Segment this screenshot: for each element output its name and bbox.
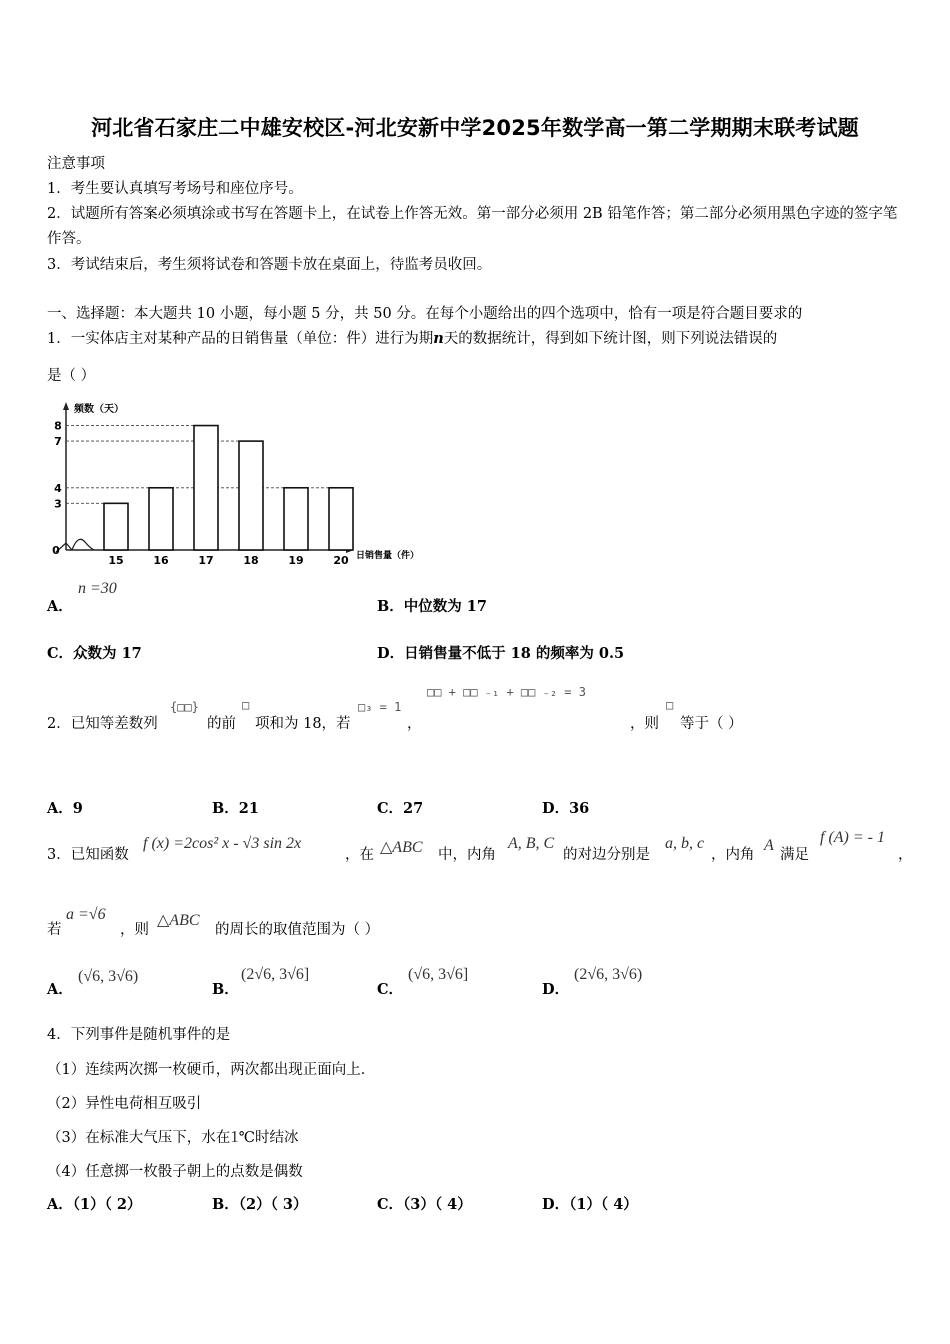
y-tick-label: 4	[54, 481, 62, 495]
bar-20	[329, 488, 353, 550]
question-1	[47, 327, 777, 348]
list-item: （2）异性电荷相互吸引	[47, 1096, 202, 1112]
option-d[interactable]: D．36	[542, 800, 590, 817]
option-c[interactable]: C．（3）（ 4）	[377, 1196, 472, 1213]
bar-16	[149, 488, 173, 550]
list-item: （4）任意掷一枚骰子朝上的点数是偶数	[47, 1164, 303, 1180]
x-tick-label: 19	[288, 554, 304, 567]
notice-item-1: 1．考生要认真填写考场号和座位序号。	[47, 181, 303, 197]
question-text: 已知函数	[70, 847, 129, 863]
option-c-math: (√6, 3√6]	[408, 966, 469, 983]
question-text: 项和为 18，若	[255, 716, 351, 732]
question-4	[47, 1023, 230, 1044]
y-axis-label: 频数（天）	[74, 404, 124, 415]
question-number: 4．	[47, 1027, 71, 1043]
option-a-math: (√6, 3√6)	[78, 968, 139, 985]
question-number: 3．	[47, 847, 71, 863]
triangle-abc: △ABC	[380, 839, 423, 856]
question-text: 已知等差数列	[70, 716, 158, 732]
sequence-symbol: {□□}	[170, 700, 199, 714]
angles: A, B, C	[508, 835, 555, 852]
question-text: 中，内角	[438, 847, 496, 863]
option-d-math: (2√6, 3√6)	[574, 966, 643, 983]
y-axis-arrow	[63, 402, 69, 410]
bar-19	[284, 488, 308, 550]
page-title: 河北省石家庄二中雄安校区-河北安新中学2025年数学高一第二学期期末联考试题	[91, 116, 859, 140]
question-text: 天的数据统计，得到如下统计图，则下列说法错误的	[443, 331, 778, 347]
option-a-math: n =30	[78, 580, 117, 597]
angle-a: A	[764, 837, 774, 854]
missing-symbol: □	[242, 698, 250, 712]
option-b[interactable]: B．21	[212, 800, 259, 817]
option-a[interactable]: A．	[47, 981, 73, 998]
function-expression: f (x) =2cos² x - √3 sin 2x	[143, 835, 302, 852]
comma: ，	[898, 847, 913, 863]
condition-a3: □₃ = 1	[358, 700, 402, 714]
option-c[interactable]: C．众数为 17	[47, 645, 142, 662]
x-tick-label: 16	[153, 554, 169, 567]
bar-17	[194, 426, 218, 550]
question-2	[47, 712, 158, 733]
y-tick-label: 8	[54, 419, 62, 433]
question-text: ，在	[345, 847, 374, 863]
comma: ，	[407, 716, 422, 732]
list-item-text: （3）在标准大气压下，水在	[47, 1130, 231, 1146]
y-tick-label: 7	[54, 435, 62, 449]
option-b-math: (2√6, 3√6]	[241, 966, 310, 983]
option-b[interactable]: B．中位数为 17	[377, 598, 487, 615]
question-text: ，则	[120, 922, 149, 938]
x-axis-label: 日销售量（件）	[356, 551, 420, 561]
notice-item-2: 2．试题所有答案必须填涂或书写在答题卡上，在试卷上作答无效。第一部分必须用 2B 铅笔作答；第二部分必须用黑色字迹的签字笔作答。	[47, 206, 898, 247]
question-text: 一实体店主对某种产品的日销售量（单位：件）进行为期	[70, 331, 434, 347]
y-tick-label: 3	[54, 497, 62, 511]
axis-break-curve	[72, 539, 94, 550]
frequency-bar-chart	[50, 398, 430, 568]
question-text: 的对边分别是	[563, 847, 650, 863]
question-text: ，则	[630, 716, 659, 732]
notice-heading: 注意事项	[47, 156, 105, 172]
sides: a, b, c	[665, 835, 705, 852]
option-a[interactable]: A．（1）（ 2）	[47, 1196, 142, 1213]
bar-15	[104, 503, 128, 550]
side-a-value: a =√6	[66, 906, 106, 923]
math-var-n: n	[433, 330, 444, 347]
option-d[interactable]: D．日销售量不低于 18 的频率为 0.5	[377, 645, 625, 662]
option-a[interactable]: A．9	[47, 800, 83, 817]
list-item-text: ℃时结冰	[238, 1130, 299, 1146]
option-c[interactable]: C．27	[377, 800, 424, 817]
bar-18	[239, 441, 263, 550]
question-3	[47, 843, 129, 864]
question-number: 1．	[47, 331, 71, 347]
x-tick-label: 17	[198, 554, 214, 567]
option-b[interactable]: B．	[212, 981, 239, 998]
question-text: 下列事件是随机事件的是	[70, 1027, 231, 1043]
question-text: 的前	[207, 716, 236, 732]
question-text: 若	[47, 922, 62, 938]
option-b[interactable]: B．（2）（ 3）	[212, 1196, 308, 1213]
option-d[interactable]: D．（1）（ 4）	[542, 1196, 638, 1213]
option-a-label: A．	[47, 598, 73, 615]
option-c[interactable]: C．	[377, 981, 404, 998]
condition-sum: □□ + □□ ₋₁ + □□ ₋₂ = 3	[427, 685, 586, 699]
question-1-line2: 是（ ）	[47, 368, 96, 384]
x-tick-label: 18	[243, 554, 259, 567]
condition-fa: f (A) = - 1	[820, 829, 885, 846]
missing-symbol: □	[666, 698, 674, 712]
x-tick-label: 15	[108, 554, 124, 567]
question-text: 满足	[780, 847, 809, 863]
list-item: （1）连续两次掷一枚硬币，两次都出现正面向上．	[47, 1062, 376, 1078]
notice-item-3: 3．考试结束后，考生须将试卷和答题卡放在桌面上，待监考员收回。	[47, 257, 492, 273]
y-tick-label: 0	[52, 544, 60, 557]
section-heading: 一、选择题：本大题共 10 小题，每小题 5 分，共 50 分。在每个小题给出的四个选项中，恰有一项是符合题目要求的	[47, 306, 803, 322]
option-a[interactable]	[47, 595, 73, 616]
question-number: 2．	[47, 716, 71, 732]
list-item	[47, 1126, 298, 1147]
question-text: 等于（ ）	[680, 716, 743, 732]
x-tick-label: 20	[333, 554, 349, 567]
triangle-abc: △ABC	[157, 912, 200, 929]
option-d[interactable]: D．	[542, 981, 570, 998]
temperature-value: 1	[230, 1127, 239, 1146]
question-text: ，内角	[711, 847, 755, 863]
question-text: 的周长的取值范围为（ ）	[215, 922, 380, 938]
